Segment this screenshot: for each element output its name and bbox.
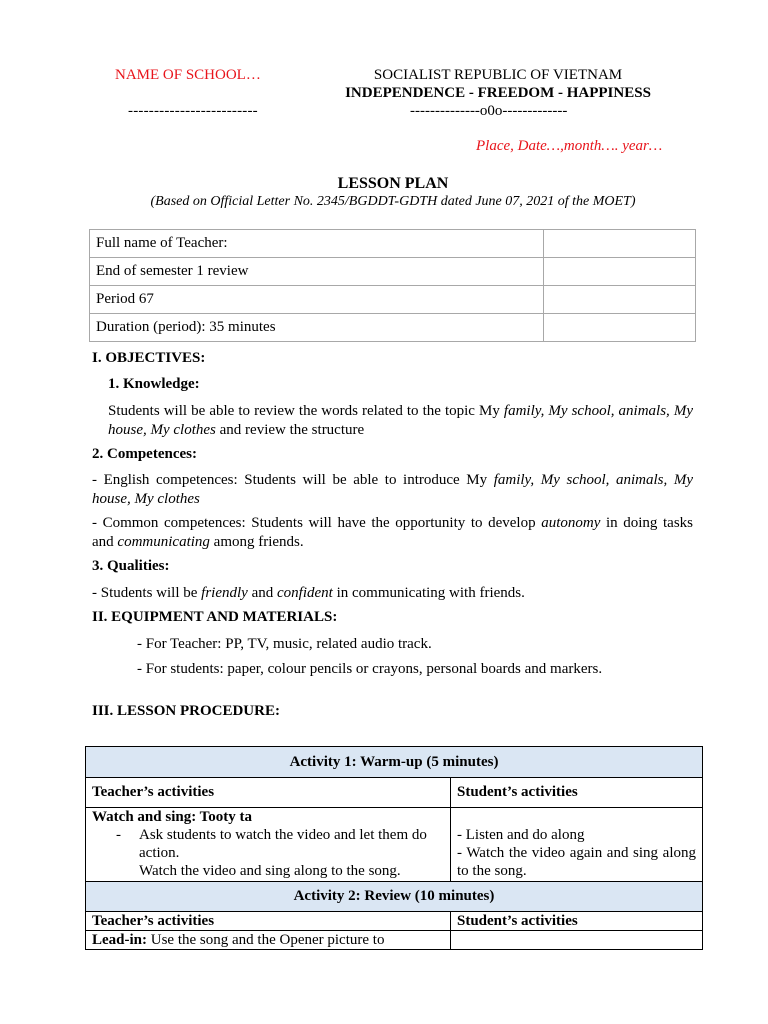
text-run: autonomy: [541, 515, 601, 531]
table-row: [90, 258, 696, 286]
text-run: among friends.: [209, 534, 304, 550]
text-run: - English competences: Students will be able to introduce My: [92, 472, 494, 488]
list-bullet: -: [116, 827, 121, 843]
info-label: Full name of Teacher:: [90, 230, 544, 258]
table-row: [90, 230, 696, 258]
text-run: confident: [277, 585, 333, 601]
table-row: [86, 912, 703, 931]
common-competences: [92, 514, 693, 552]
activity1-subtitle: Watch and sing: Tooty ta: [92, 809, 253, 825]
text-run: - Common competences: Students will have the opportunity to develop: [92, 515, 542, 531]
student-activities-header: Student’s activities: [451, 778, 703, 808]
info-value: [544, 314, 696, 342]
text-run: Students will be able to review the words related to the topic My: [108, 403, 504, 419]
info-label: End of semester 1 review: [90, 258, 544, 286]
info-label: Duration (period): 35 minutes: [90, 314, 544, 342]
teacher-activities-header: Teacher’s activities: [86, 778, 451, 808]
leadin-label: Lead-in:: [92, 932, 148, 948]
place-date: Place, Date…,month…. year…: [476, 138, 663, 154]
text-run: in doing tasks and: [92, 515, 693, 550]
text-run: communicating: [117, 534, 210, 550]
teacher-activities-header: Teacher’s activities: [86, 912, 451, 931]
document-title: LESSON PLAN: [337, 175, 449, 192]
text-run: - Students will be: [92, 585, 202, 601]
topic-list: family, My school, animals, My house, My clothes: [108, 403, 693, 438]
info-value: [544, 258, 696, 286]
text-run: and: [247, 585, 277, 601]
activity2-student-cell: [451, 931, 703, 950]
document-subtitle: (Based on Official Letter No. 2345/BGDDT-GDTH dated June 07, 2021 of the MOET): [150, 194, 636, 209]
table-row: [86, 882, 703, 912]
activity-table: [85, 746, 703, 950]
info-value: [544, 230, 696, 258]
table-row: [86, 747, 703, 778]
leadin-text: Use the song and the Opener picture to: [147, 932, 385, 948]
equipment-heading: II. EQUIPMENT AND MATERIALS:: [92, 609, 338, 625]
topic-list: family, My school, animals, My house, My clothes: [92, 472, 693, 507]
school-divider: -------------------------: [128, 103, 258, 119]
student-item: - Watch the video again and sing along to the song.: [457, 845, 696, 879]
equipment-students: - For students: paper, colour pencils or crayons, personal boards and markers.: [137, 661, 603, 677]
objectives-heading: I. OBJECTIVES:: [92, 350, 206, 366]
qualities-heading: 3. Qualities:: [92, 558, 170, 574]
teacher-item: Watch the video and sing along to the song.: [139, 863, 401, 879]
motto-divider: --------------o0o-------------: [410, 103, 568, 119]
country-name: SOCIALIST REPUBLIC OF VIETNAM: [373, 67, 623, 83]
activity2-title: Activity 2: Review (10 minutes): [86, 882, 703, 912]
table-row: [90, 286, 696, 314]
text-run: in communicating with friends.: [332, 585, 525, 601]
student-item: - Listen and do along: [457, 827, 585, 843]
text-run: friendly: [201, 585, 248, 601]
activity1-title: Activity 1: Warm-up (5 minutes): [86, 747, 703, 778]
lesson-info-table: [89, 229, 696, 342]
info-label: Period 67: [90, 286, 544, 314]
english-competences: [92, 471, 693, 509]
info-value: [544, 286, 696, 314]
teacher-item: Ask students to watch the video and let them do action.: [139, 827, 427, 861]
list-item: [92, 826, 444, 862]
national-motto: INDEPENDENCE - FREEDOM - HAPPINESS: [345, 85, 651, 101]
qualities-text: [92, 584, 525, 603]
equipment-teacher: - For Teacher: PP, TV, music, related audio track.: [137, 636, 432, 652]
activity2-teacher-cell: [86, 931, 451, 950]
knowledge-heading: 1. Knowledge:: [108, 376, 200, 392]
competences-heading: 2. Competences:: [92, 446, 197, 462]
student-activities-header: Student’s activities: [451, 912, 703, 931]
activity1-student-cell: [451, 808, 703, 882]
knowledge-text: [108, 402, 693, 440]
school-name: NAME OF SCHOOL…: [115, 67, 261, 83]
text-run: and review the structure: [215, 422, 365, 438]
table-row: [90, 314, 696, 342]
activity1-teacher-cell: [86, 808, 451, 882]
table-row: [86, 778, 703, 808]
table-row: [86, 931, 703, 950]
table-row: [86, 808, 703, 882]
procedure-heading: III. LESSON PROCEDURE:: [92, 703, 280, 719]
